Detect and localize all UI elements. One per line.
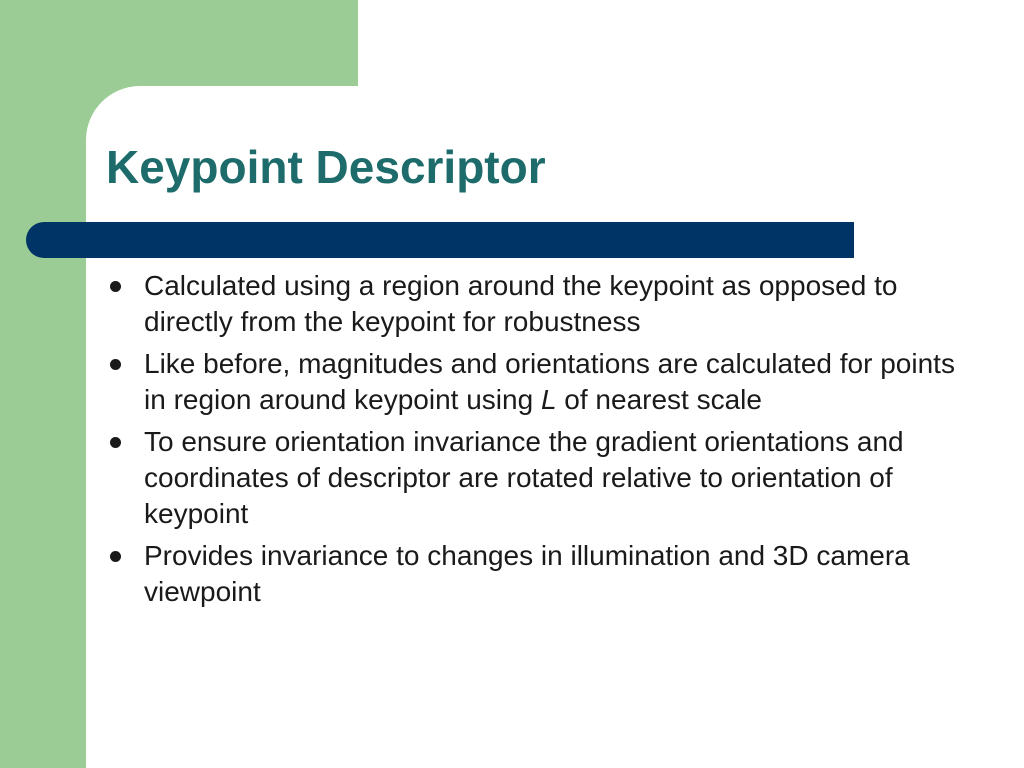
bullet-item-3 (104, 424, 964, 532)
bullet-text (144, 348, 955, 415)
bullet-dot-icon (110, 359, 121, 370)
bullet-text: Calculated using a region around the keypoint as opposed to directly from the keypoint for robustness (144, 270, 898, 337)
slide-title: Keypoint Descriptor (106, 141, 546, 193)
bullet-item-1 (104, 268, 964, 340)
green-side-band (0, 0, 86, 768)
bullet-text: Provides invariance to changes in illumination and 3D camera viewpoint (144, 540, 910, 607)
bullet-item-2 (104, 346, 964, 418)
bullet-dot-icon (110, 437, 121, 448)
bullet-list (104, 268, 964, 616)
bullet-item-4 (104, 538, 964, 610)
bullet-text-part: of nearest scale (556, 384, 762, 415)
bullet-dot-icon (110, 281, 121, 292)
title-underline-bar (26, 222, 854, 258)
green-top-band (0, 0, 358, 86)
bullet-text-part: Like before, magnitudes and orientations are calculated for points in region around keypoint using (144, 348, 955, 415)
bullet-text: To ensure orientation invariance the gradient orientations and coordinates of descriptor are rotated relative to orientation of keypoint (144, 426, 904, 529)
bullet-text-italic-variable: L (540, 384, 557, 415)
bullet-dot-icon (110, 551, 121, 562)
